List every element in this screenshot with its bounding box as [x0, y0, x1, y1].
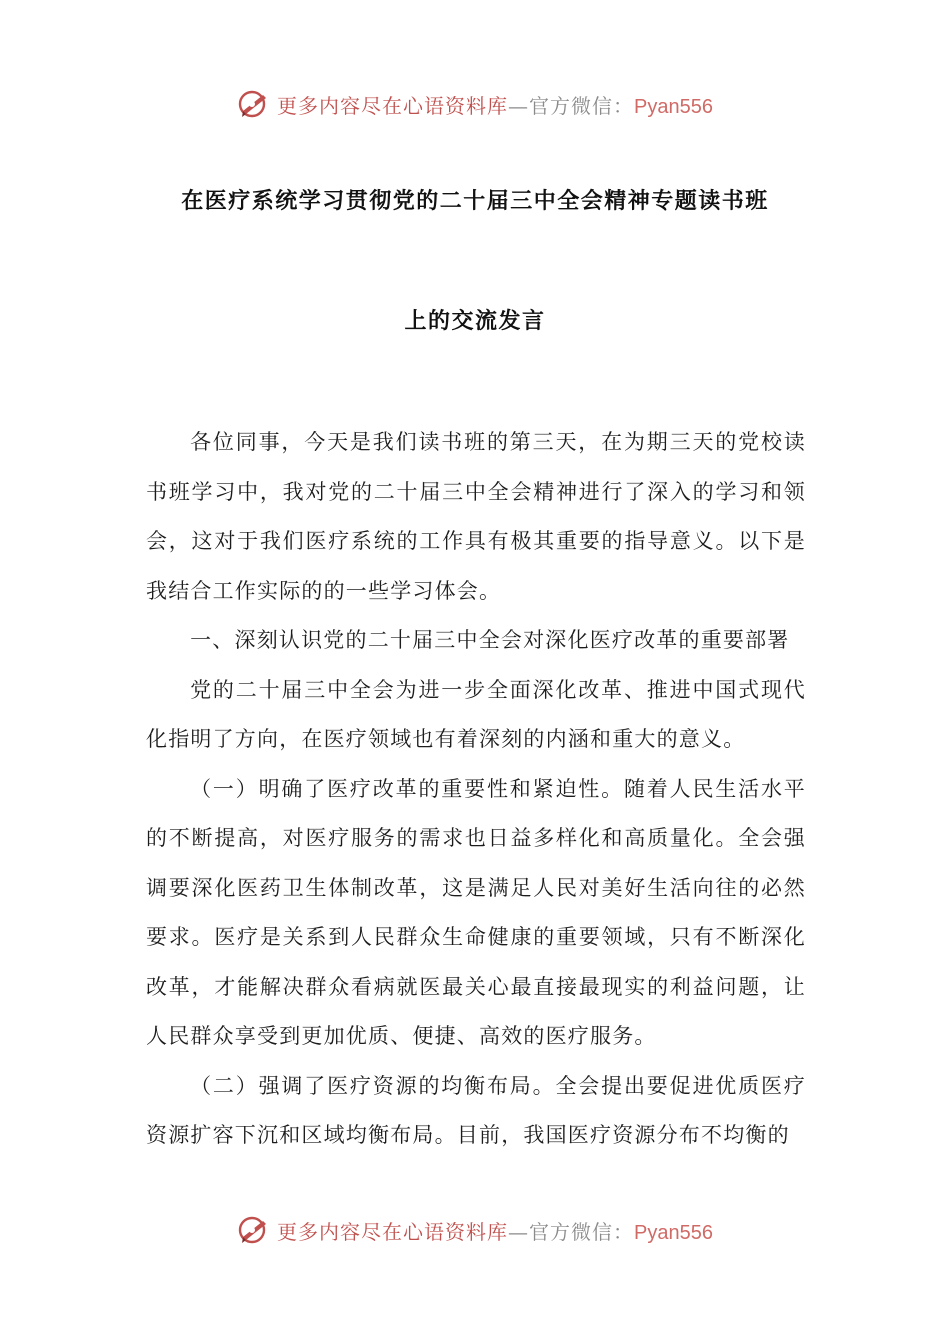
section-heading-1: 一、深刻认识党的二十届三中全会对深化医疗改革的重要部署 [190, 628, 790, 652]
watermark-separator: — [508, 93, 530, 118]
watermark-brand: 更多内容尽在心语资料库 [277, 93, 509, 118]
paragraph-section-1: 党的二十届三中全会为进一步全面深化改革、推进中国式现代化指明了方向，在医疗领域也有着深刻的内涵和重大的意义。 [146, 677, 806, 751]
watermark-separator: — [508, 1219, 530, 1244]
pen-logo-icon [237, 87, 271, 121]
header-watermark [0, 84, 950, 124]
watermark-wechat-id: Pyan556 [634, 1221, 713, 1244]
document-title-line-1: 在医疗系统学习贯彻党的二十届三中全会精神专题读书班 [181, 189, 769, 214]
footer-watermark [0, 1210, 950, 1250]
pen-logo-icon [237, 1213, 271, 1247]
watermark-text [277, 1216, 713, 1245]
watermark-text [277, 90, 713, 119]
watermark-official: 官方微信： [529, 93, 635, 118]
paragraph-point-2: （二）强调了医疗资源的均衡布局。全会提出要促进优质医疗资源扩容下沉和区域均衡布局。目前，我国医疗资源分布不均衡的 [146, 1073, 806, 1147]
watermark-official: 官方微信： [529, 1219, 635, 1244]
paragraph-intro: 各位同事，今天是我们读书班的第三天，在为期三天的党校读书班学习中，我对党的二十届三中全会精神进行了深入的学习和领会，这对于我们医疗系统的工作具有极其重要的指导意义。以下是我结合工作实际的的一些学习体会。 [146, 430, 806, 603]
document-body [146, 418, 806, 1161]
watermark-wechat-id: Pyan556 [634, 95, 713, 118]
document-title-line-2: 上的交流发言 [404, 309, 546, 334]
watermark-brand: 更多内容尽在心语资料库 [277, 1219, 509, 1244]
paragraph-point-1: （一）明确了医疗改革的重要性和紧迫性。随着人民生活水平的不断提高，对医疗服务的需求也日益多样化和高质量化。全会强调要深化医药卫生体制改革，这是满足人民对美好生活向往的必然要求。医疗是关系到人民群众生命健康的重要领域，只有不断深化改革，才能解决群众看病就医最关心最直接最现实的利益问题，让人民群众享受到更加优质、便捷、高效的医疗服务。 [146, 776, 806, 1048]
